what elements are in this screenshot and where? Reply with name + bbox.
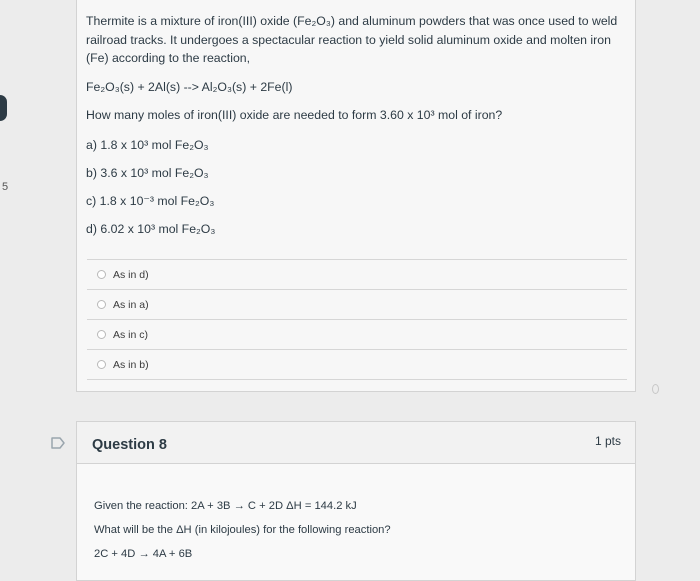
radio-button[interactable] <box>97 300 106 309</box>
radio-button[interactable] <box>97 330 106 339</box>
question-header <box>77 422 635 464</box>
option-d: d) 6.02 x 10³ mol Fe₂O₃ <box>86 222 216 236</box>
scroll-marker <box>652 384 659 394</box>
left-edge-indicator <box>0 95 7 121</box>
option-b: b) 3.6 x 10³ mol Fe₂O₃ <box>86 166 209 180</box>
answer-choice[interactable] <box>87 289 627 319</box>
option-c: c) 1.8 x 10⁻³ mol Fe₂O₃ <box>86 194 215 208</box>
question-intro: Thermite is a mixture of iron(III) oxide (Fe₂O₃) and aluminum powders that was once used to weld railroad tracks. It undergoes a spectacular reaction to yield solid aluminum oxide and molten iron (Fe) according to the reaction, <box>86 14 618 65</box>
question-prompt: What will be the ΔH (in kilojoules) for the following reaction? <box>94 524 391 536</box>
radio-button[interactable] <box>97 360 106 369</box>
question-prompt: How many moles of iron(III) oxide are needed to form 3.60 x 10³ mol of iron? <box>86 108 503 122</box>
answer-label: As in a) <box>113 298 149 311</box>
question-7-card <box>76 0 636 392</box>
target-reaction: 2C + 4D → 4A + 6B <box>94 548 193 560</box>
reaction-equation: Fe₂O₃(s) + 2Al(s) --> Al₂O₃(s) + 2Fe(l) <box>86 80 293 94</box>
question-body <box>94 494 391 566</box>
left-edge-digit: 5 <box>2 181 9 193</box>
question-8-card <box>76 421 636 581</box>
answer-choice[interactable] <box>87 259 627 289</box>
radio-button[interactable] <box>97 270 106 279</box>
answer-label: As in d) <box>113 268 149 281</box>
question-title: Question 8 <box>92 437 167 453</box>
answer-choice[interactable] <box>87 349 627 380</box>
option-a: a) 1.8 x 10³ mol Fe₂O₃ <box>86 138 209 152</box>
answer-label: As in b) <box>113 358 149 371</box>
answer-choice[interactable] <box>87 319 627 349</box>
answer-list <box>87 259 627 380</box>
answer-label: As in c) <box>113 328 149 341</box>
question-points: 1 pts <box>594 434 621 448</box>
given-reaction: Given the reaction: 2A + 3B → C + 2D ΔH = 144.2 kJ <box>94 500 357 512</box>
flag-question-icon[interactable] <box>51 437 66 449</box>
